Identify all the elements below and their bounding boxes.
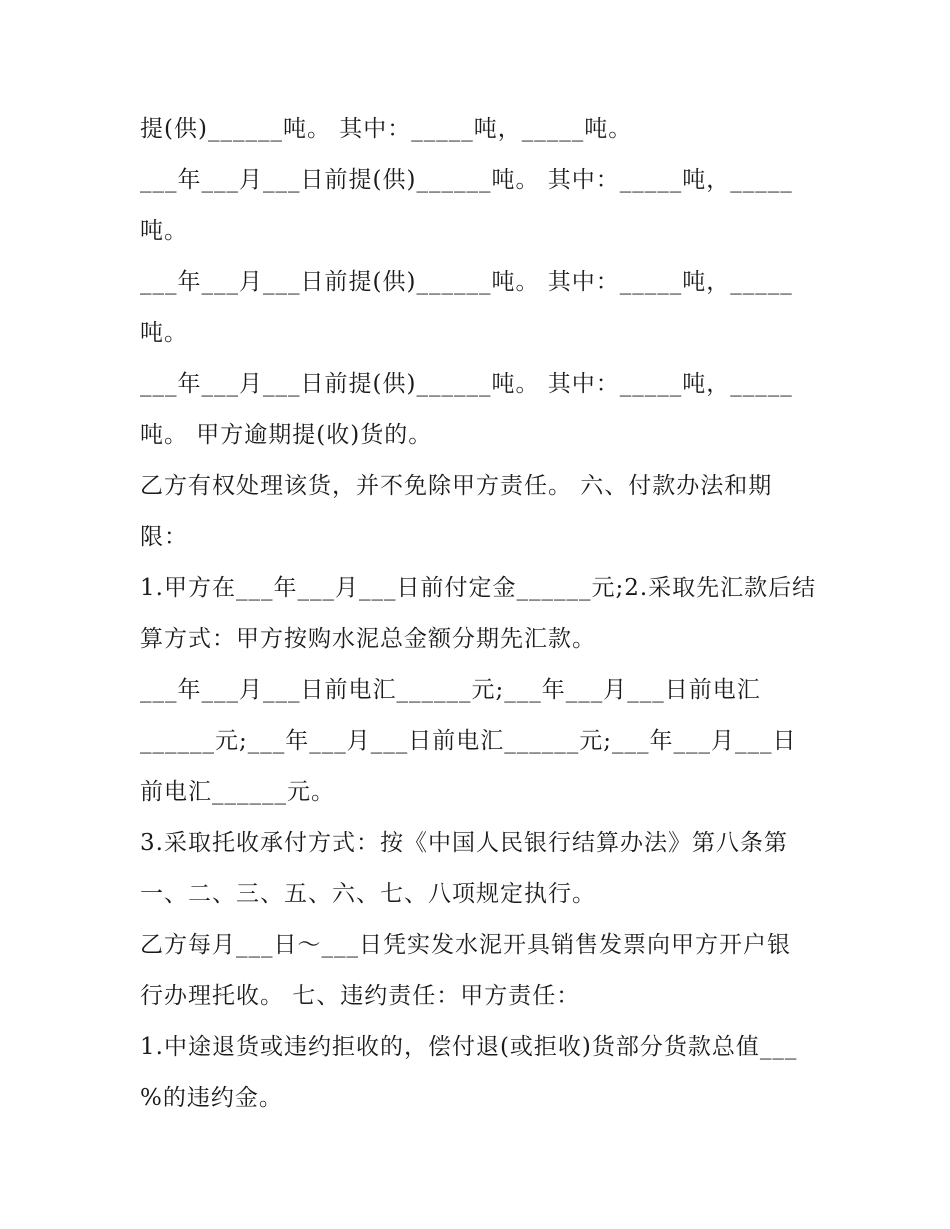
text-line: 行办理托收。 七、违约责任：甲方责任：: [140, 983, 581, 1009]
text-line: 前电汇______元。: [140, 779, 335, 805]
text-line: 1.中途退货或违约拒收的，偿付退(或拒收)货部分货款总值___: [140, 1034, 798, 1060]
text-line: 限：: [140, 524, 188, 550]
text-line: ___年___月___日前电汇______元;___年___月___日前电汇: [140, 677, 761, 703]
text-line: ___年___月___日前提(供)______吨。 其中：_____吨，_____: [140, 371, 793, 397]
text-line: 吨。: [140, 218, 188, 244]
text-line: 提(供)______吨。 其中：_____吨，_____吨。: [140, 116, 633, 142]
text-line: ___年___月___日前提(供)______吨。 其中：_____吨，_____: [140, 167, 793, 193]
text-line: 吨。: [140, 320, 188, 346]
text-line: 3.采取托收承付方式：按《中国人民银行结算办法》第八条第: [140, 830, 788, 856]
text-line: ______元;___年___月___日前电汇______元;___年___月___日: [140, 728, 797, 754]
contract-text-block: [140, 104, 820, 1124]
text-line: 算方式：甲方按购水泥总金额分期先汇款。: [140, 626, 596, 652]
text-line: 一、二、三、五、六、七、八项规定执行。: [140, 881, 596, 907]
text-line: %的违约金。: [140, 1085, 283, 1111]
text-line: 乙方每月___日～___日凭实发水泥开具销售发票向甲方开户银: [140, 932, 791, 958]
text-line: 吨。 甲方逾期提(收)货的。: [140, 422, 433, 448]
text-line: ___年___月___日前提(供)______吨。 其中：_____吨，_____: [140, 269, 793, 295]
text-line: 乙方有权处理该货，并不免除甲方责任。 六、付款办法和期: [140, 473, 773, 499]
text-line: 1.甲方在___年___月___日前付定金______元;2.采取先汇款后结: [140, 575, 817, 601]
